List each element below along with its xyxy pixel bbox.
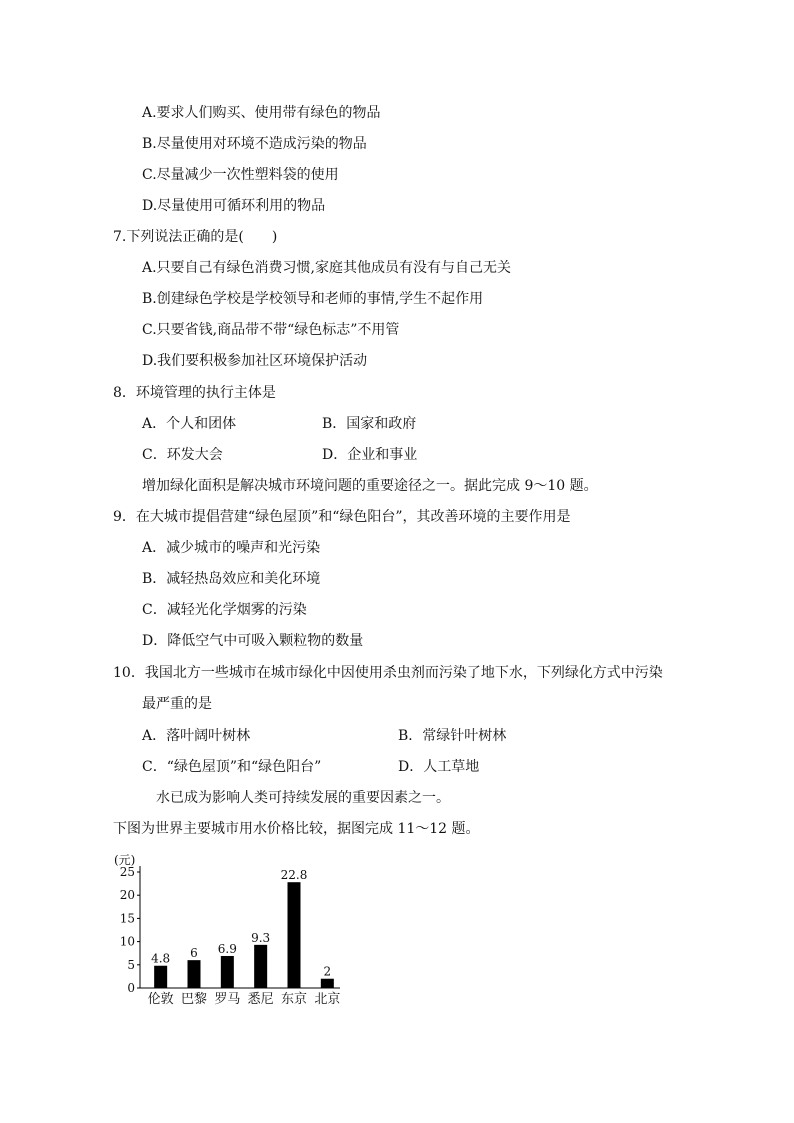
bar-3	[254, 945, 267, 988]
q10-option-b: B．常绿针叶树林	[398, 728, 507, 744]
category-label-5: 北京	[314, 992, 341, 1007]
bar-value-label-4: 22.8	[280, 868, 308, 883]
q8-option-d: D．企业和事业	[322, 447, 418, 463]
bar-5	[321, 979, 334, 988]
bar-value-label-1: 6	[190, 946, 198, 961]
category-label-1: 巴黎	[180, 992, 208, 1007]
q9-option-a: A．减少城市的噪声和光污染	[142, 540, 321, 556]
y-tick-label-5: 25	[119, 865, 135, 879]
q8-stem: 8．环境管理的执行主体是	[113, 385, 276, 401]
y-axis-unit-label: (元)	[114, 853, 136, 867]
y-tick-label-4: 20	[119, 888, 135, 903]
intro-11-12-line2: 下图为世界主要城市用水价格比较，据图完成 11～12 题。	[113, 821, 480, 837]
q6-option-d: D.尽量使用可循环利用的物品	[142, 198, 326, 214]
bar-value-label-0: 4.8	[151, 951, 171, 966]
category-label-3: 悉尼	[247, 992, 274, 1007]
q7-option-a: A.只要自己有绿色消费习惯,家庭其他成员有没有与自己无关	[142, 260, 512, 276]
bar-value-label-2: 6.9	[217, 941, 237, 956]
q6-option-a: A.要求人们购买、使用带有绿色的物品	[142, 105, 381, 121]
q9-stem: 9．在大城市提倡营建“绿色屋顶”和“绿色阳台”，其改善环境的主要作用是	[113, 509, 571, 525]
bar-value-label-3: 9.3	[251, 930, 271, 945]
q6-option-c: C.尽量减少一次性塑料袋的使用	[142, 167, 339, 183]
q10-option-c: C．“绿色屋顶”和“绿色阳台”	[142, 759, 322, 775]
bar-value-label-5: 2	[323, 964, 332, 979]
y-tick-label-0: 0	[127, 981, 135, 995]
y-tick-label-1: 5	[127, 957, 135, 972]
y-tick-label-2: 10	[119, 934, 135, 949]
intro-9-10: 增加绿化面积是解决城市环境问题的重要途径之一。据此完成 9～10 题。	[142, 478, 598, 494]
q7-option-b: B.创建绿色学校是学校领导和老师的事情,学生不起作用	[142, 291, 484, 307]
q7-stem: 7.下列说法正确的是( )	[113, 229, 278, 245]
q10-stem-line2: 最严重的是	[142, 696, 212, 712]
category-label-2: 罗马	[214, 992, 241, 1007]
q8-option-c: C．环发大会	[142, 447, 223, 463]
bar-2	[221, 956, 234, 988]
category-label-4: 东京	[280, 992, 308, 1007]
q7-option-c: C.只要省钱,商品带不带“绿色标志”不用管	[142, 322, 400, 338]
q8-option-a: A．个人和团体	[142, 416, 237, 432]
q10-option-a: A．落叶阔叶树林	[142, 728, 251, 744]
q10-stem-line1: 10．我国北方一些城市在城市绿化中因使用杀虫剂而污染了地下水，下列绿化方式中污染	[113, 665, 663, 681]
q6-option-b: B.尽量使用对环境不造成污染的物品	[142, 136, 367, 152]
q8-option-b: B．国家和政府	[322, 416, 417, 432]
bar-0	[154, 966, 167, 988]
q9-option-d: D．降低空气中可吸入颗粒物的数量	[142, 633, 364, 649]
water-price-bar-chart	[112, 850, 342, 1010]
category-label-0: 伦敦	[147, 992, 174, 1007]
q9-option-c: C．减轻光化学烟雾的污染	[142, 602, 307, 618]
q9-option-b: B．减轻热岛效应和美化环境	[142, 571, 321, 587]
q10-option-d: D．人工草地	[398, 759, 480, 775]
intro-11-12-line1: 水已成为影响人类可持续发展的重要因素之一。	[156, 790, 450, 806]
y-tick-label-3: 15	[119, 911, 135, 926]
bar-4	[288, 882, 301, 988]
bar-1	[188, 960, 201, 988]
q7-option-d: D.我们要积极参加社区环境保护活动	[142, 353, 368, 369]
